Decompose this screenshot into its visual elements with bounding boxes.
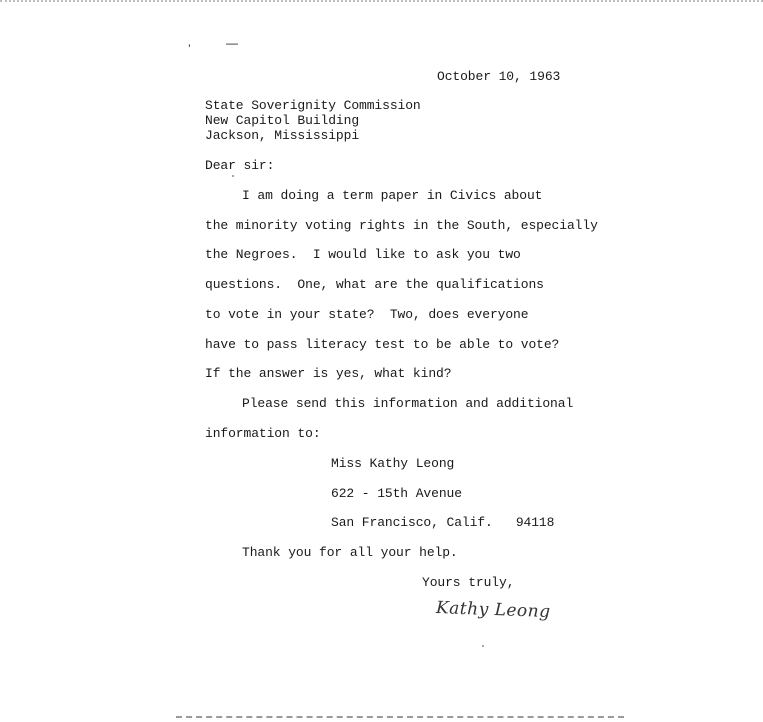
body-line: the minority voting rights in the South, especially <box>205 218 598 233</box>
stray-mark: ’ <box>188 42 191 56</box>
body-line: If the answer is yes, what kind? <box>205 366 452 381</box>
body-line: questions. One, what are the qualifications <box>205 277 544 292</box>
closing: Yours truly, <box>422 575 515 590</box>
body-line: I am doing a term paper in Civics about <box>242 188 543 203</box>
body-line: information to: <box>205 426 321 441</box>
body-line: to vote in your state? Two, does everyone <box>205 307 529 322</box>
handwritten-signature: Kathy Leong <box>435 598 551 622</box>
return-address-name: Miss Kathy Leong <box>331 456 455 471</box>
thanks-line: Thank you for all your help. <box>242 545 458 560</box>
top-edge-dots <box>0 0 763 5</box>
return-address-street: 622 - 15th Avenue <box>331 486 462 501</box>
paper-speck <box>482 645 484 647</box>
recipient-line-2: New Capitol Building <box>205 113 360 128</box>
salutation: Dear sir: <box>205 158 275 173</box>
letter-date: October 10, 1963 <box>437 69 561 84</box>
bottom-edge-dashes <box>176 716 624 720</box>
recipient-line-1: State Soverignity Commission <box>205 98 421 113</box>
body-line: Please send this information and additional <box>242 396 574 411</box>
body-line: the Negroes. I would like to ask you two <box>205 247 521 262</box>
stray-mark: — <box>226 36 238 50</box>
body-line: have to pass literacy test to be able to vote? <box>205 337 560 352</box>
paper-speck <box>232 175 234 177</box>
return-address-city: San Francisco, Calif. 94118 <box>331 515 555 530</box>
recipient-line-3: Jackson, Mississippi <box>205 128 360 143</box>
